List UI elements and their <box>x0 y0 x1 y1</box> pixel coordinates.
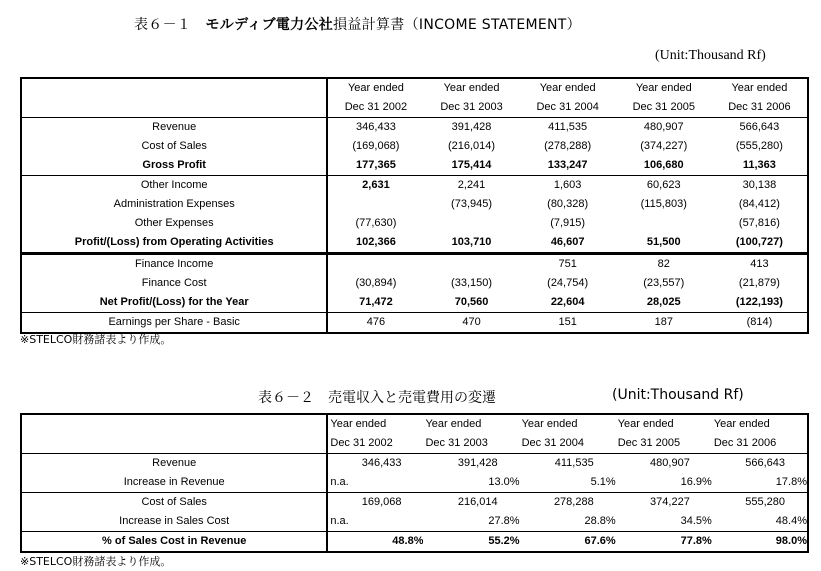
cell-value <box>327 195 423 214</box>
cell-value: (278,288) <box>544 140 592 152</box>
table1-title-company: モルディブ電力公社 <box>205 17 334 33</box>
cell-value: 28,025 <box>646 296 681 308</box>
cell-value <box>327 254 423 275</box>
table2-header-cell: Year ended <box>521 418 578 430</box>
cell-value <box>423 254 519 275</box>
cell-value: 48.4% <box>775 515 807 527</box>
row-label: Gross Profit <box>21 156 327 176</box>
row-label: Profit/(Loss) from Operating Activities <box>21 233 327 254</box>
cell-value: (21,879) <box>738 277 780 289</box>
cell-value: 566,643 <box>712 118 808 138</box>
table1-corner-cell <box>21 78 327 118</box>
cell-value: 103,710 <box>451 236 492 248</box>
cell-value: 411,535 <box>520 454 616 474</box>
table2-header-row-1 <box>21 414 808 434</box>
cell-value: 169,068 <box>327 493 423 513</box>
table2-header-cell: Dec 31 2006 <box>713 437 777 449</box>
cell-value: (216,014) <box>447 140 496 152</box>
cell-value: 34.5% <box>680 515 712 527</box>
cell-value: (169,068) <box>352 140 400 152</box>
cell-value <box>423 214 519 233</box>
cell-value: 480,907 <box>616 454 712 474</box>
cell-value: (115,803) <box>640 198 687 210</box>
table2-header-cell: Year ended <box>330 418 387 430</box>
cell-value: (122,193) <box>735 296 783 308</box>
cell-value: (100,727) <box>735 236 783 248</box>
cell-value: 46,607 <box>550 236 585 248</box>
table1-title-prefix: 表６－１ <box>134 17 206 33</box>
row-label: Cost of Sales <box>21 493 327 513</box>
cell-value: 476 <box>327 313 423 334</box>
row-label: Revenue <box>21 118 327 138</box>
row-label: Cost of Sales <box>21 137 327 156</box>
cell-value: 187 <box>616 313 712 334</box>
table-row-eps-basic <box>21 313 808 334</box>
cell-value: (84,412) <box>738 198 780 210</box>
table1-unit: (Unit:Thousand Rf) <box>655 48 766 63</box>
cell-value: 48.8% <box>327 532 423 553</box>
table-row-finance-cost <box>21 274 808 293</box>
table1-header-cell: Dec 31 2006 <box>728 101 791 113</box>
cell-value: 28.8% <box>584 515 616 527</box>
table2-title: 表６－２ 売電収入と売電費用の変遷 <box>258 390 496 406</box>
cell-value: 391,428 <box>423 118 519 138</box>
cell-value: 51,500 <box>646 236 681 248</box>
row-label: Other Expenses <box>21 214 327 233</box>
cell-value: (33,150) <box>451 277 493 289</box>
income-statement-table <box>20 77 809 334</box>
cell-value: 102,366 <box>356 236 396 248</box>
row-label: Increase in Revenue <box>21 473 327 493</box>
table2-corner-cell <box>21 414 327 454</box>
cell-value: n.a. <box>330 515 349 527</box>
table-row-administration-expenses <box>21 195 808 214</box>
table-row-other-expenses <box>21 214 808 233</box>
table2-header-cell: Dec 31 2005 <box>617 437 681 449</box>
row-label: Revenue <box>21 454 327 474</box>
row-label: Finance Cost <box>21 274 327 293</box>
table2-header-cell: Dec 31 2003 <box>425 437 488 449</box>
cell-value: (814) <box>712 313 808 334</box>
cell-value: 374,227 <box>616 493 712 513</box>
table2-header-cell: Dec 31 2004 <box>521 437 584 449</box>
cell-value: 177,365 <box>356 159 396 171</box>
cell-value: 566,643 <box>712 454 808 474</box>
cell-value: 470 <box>423 313 519 334</box>
cell-value: 30,138 <box>712 176 808 196</box>
table-row-net-profit <box>21 293 808 313</box>
table-row-operating-profit <box>21 233 808 254</box>
cell-value: (374,227) <box>640 140 688 152</box>
cell-value: 555,280 <box>712 493 808 513</box>
table-row-increase-in-sales-cost <box>21 512 808 532</box>
table1-header-row-1 <box>21 78 808 98</box>
table1-header-cell: Year ended <box>635 82 692 94</box>
cell-value: 55.2% <box>423 532 519 553</box>
table2-header-cell: Year ended <box>617 418 674 430</box>
row-label: Net Profit/(Loss) for the Year <box>21 293 327 313</box>
cell-value: 106,680 <box>643 159 684 171</box>
cell-value: 133,247 <box>547 159 588 171</box>
table1-header-cell: Year ended <box>347 82 404 94</box>
row-label: % of Sales Cost in Revenue <box>21 532 327 553</box>
cell-value: (30,894) <box>355 277 397 289</box>
cell-value: 2,631 <box>327 176 423 196</box>
cell-value: 11,363 <box>742 159 776 171</box>
table1-title <box>134 14 581 34</box>
table-row-increase-in-revenue <box>21 473 808 493</box>
cell-value: (555,280) <box>735 140 783 152</box>
table-row-revenue <box>21 454 808 474</box>
cell-value: 27.8% <box>488 515 520 527</box>
cell-value: (73,945) <box>451 198 493 210</box>
cell-value: 175,414 <box>451 159 492 171</box>
cell-value: 480,907 <box>616 118 712 138</box>
table2-header-cell: Year ended <box>425 418 482 430</box>
cell-value: 77.8% <box>616 532 712 553</box>
row-label: Finance Income <box>21 254 327 275</box>
cell-value: (7,915) <box>550 217 586 229</box>
table-row-other-income <box>21 176 808 196</box>
table-row-revenue <box>21 118 808 138</box>
row-label: Increase in Sales Cost <box>21 512 327 532</box>
table1-header-cell: Dec 31 2002 <box>344 101 408 113</box>
cell-value: 71,472 <box>359 296 393 308</box>
table-row-cost-of-sales <box>21 493 808 513</box>
table-row-gross-profit <box>21 156 808 176</box>
row-label: Earnings per Share - Basic <box>21 313 327 334</box>
cell-value: (77,630) <box>355 217 397 229</box>
cell-value: (57,816) <box>738 217 780 229</box>
cell-value: 70,560 <box>454 296 489 308</box>
cell-value: 60,623 <box>616 176 712 196</box>
cell-value: 2,241 <box>423 176 519 196</box>
cell-value: 16.9% <box>680 476 712 488</box>
cell-value: 98.0% <box>712 532 808 553</box>
table1-header-cell: Dec 31 2004 <box>536 101 599 113</box>
cell-value: 413 <box>712 254 808 275</box>
cell-value: 82 <box>616 254 712 275</box>
table1-title-rest: 損益計算書（INCOME STATEMENT） <box>333 17 581 33</box>
cell-value: 346,433 <box>327 118 423 138</box>
table-row-cost-of-sales <box>21 137 808 156</box>
cell-value: 17.8% <box>775 476 807 488</box>
cell-value: 151 <box>520 313 616 334</box>
cell-value: n.a. <box>330 476 349 488</box>
cell-value: 411,535 <box>520 118 616 138</box>
cell-value: 278,288 <box>520 493 616 513</box>
table2-header-cell: Year ended <box>713 418 770 430</box>
cell-value: (24,754) <box>547 277 589 289</box>
table1-header-cell: Dec 31 2005 <box>632 101 695 113</box>
table2-header-cell: Dec 31 2002 <box>330 437 393 449</box>
table1-header-cell: Year ended <box>443 82 500 94</box>
table-row-finance-income <box>21 254 808 275</box>
table1-header-cell: Year ended <box>539 82 596 94</box>
cell-value: 346,433 <box>327 454 423 474</box>
cell-value: (23,557) <box>643 277 685 289</box>
table2-source-note: ※STELCO財務諸表より作成。 <box>20 555 172 568</box>
cell-value: 1,603 <box>520 176 616 196</box>
cell-value: 216,014 <box>423 493 519 513</box>
table1-header-cell: Dec 31 2003 <box>440 101 503 113</box>
row-label: Administration Expenses <box>21 195 327 214</box>
cell-value: (80,328) <box>547 198 589 210</box>
table2-unit: (Unit:Thousand Rf) <box>612 387 744 403</box>
cell-value: 67.6% <box>520 532 616 553</box>
table1-header-cell: Year ended <box>731 82 788 94</box>
cell-value: 751 <box>520 254 616 275</box>
table-row-sales-cost-ratio <box>21 532 808 553</box>
revenue-cost-trend-table <box>20 413 809 553</box>
table1-source-note: ※STELCO財務諸表より作成。 <box>20 333 172 346</box>
cell-value <box>616 214 712 233</box>
cell-value: 5.1% <box>590 476 616 488</box>
cell-value: 22,604 <box>550 296 585 308</box>
cell-value: 391,428 <box>423 454 519 474</box>
cell-value: 13.0% <box>488 476 520 488</box>
row-label: Other Income <box>21 176 327 196</box>
